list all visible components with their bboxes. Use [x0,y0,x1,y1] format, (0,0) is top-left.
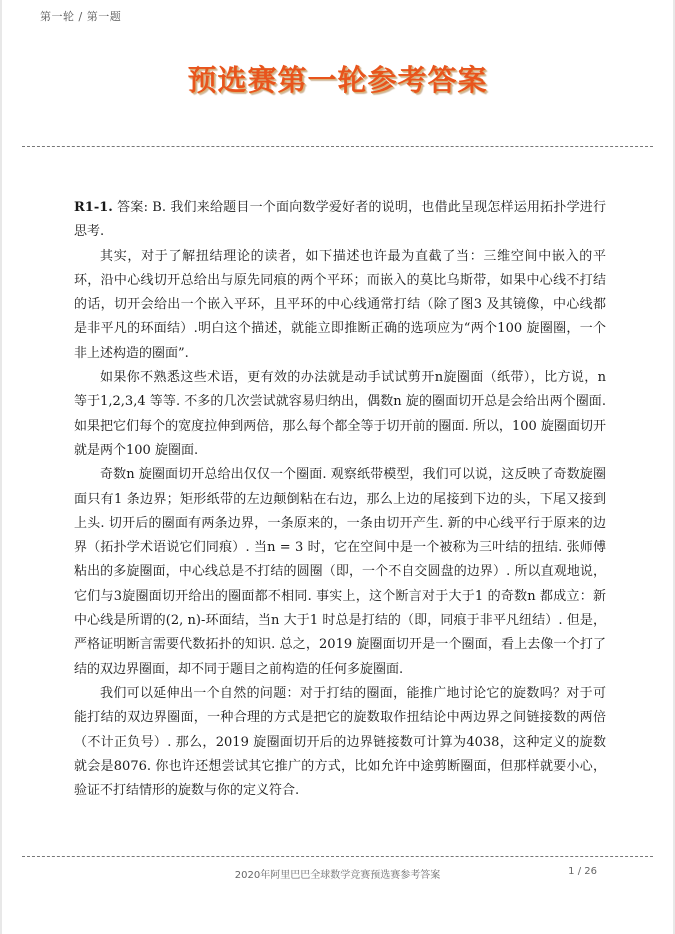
paragraph-4: 奇数n 旋圈面切开总给出仅仅一个圈面. 观察纸带模型，我们可以说，这反映了奇数旋圈面只有1 条边界；矩形纸带的左边颠倒粘在右边，那么上边的尾接到下边的头，下尾又接到上头. 切开后的圈面有两条边界，一条原来的，一条由切开产生. 新的中心线平行于原来的边界（拓扑学术语说它们同痕）. 当n = 3 时，它在空间中是一个被称为三叶结的扭结. 张师傅粘出的多旋圈面，中心线总是不打结的圆圈（即，一个不自交圆盘的边界）. 所以直观地说，它们与3旋圈面切开给出的圈面都不相同. 事实上，这个断言对于大于1 的奇数n 都成立：新中心线是所谓的(2, n)-环面结，当n 大于1 时总是打结的（即，同痕于非平凡纽结）. 但是，严格证明断言需要代数拓扑的知识. 总之，2019 旋圈面切开是一个圈面，看上去像一个打了结的双边界圈面，却不同于题目之前构造的任何多旋圈面. [74,467,606,677]
answer-body [74,196,606,803]
page-title: 预选赛第一轮参考答案 [187,63,488,97]
footer-divider [22,856,653,857]
running-head: 第一轮 / 第一题 [40,10,122,23]
page-number: 1 / 26 [568,866,597,877]
paragraph-2: 其实，对于了解扭结理论的读者，如下描述也许最为直截了当：三维空间中嵌入的平环，沿中心线切开总给出与原先同痕的两个平环；而嵌入的莫比乌斯带，如果中心线不打结的话，切开会给出一个嵌入平环，且平环的中心线通常打结（除了图3 及其镜像，中心线都是非平凡的环面结）.明白这个描述，就能立即推断正确的选项应为“两个100 旋圈圈，一个非上述构造的圈面”. [74,248,606,361]
header-divider [22,146,653,147]
problem-label: R1-1. [74,200,113,215]
footer-title: 2020年阿里巴巴全球数学竞赛预选赛参考答案 [234,870,441,881]
paragraph-3: 如果你不熟悉这些术语，更有效的办法就是动手试试剪开n旋圈面（纸带），比方说，n 等于1,2,3,4 等等. 不多的几次尝试就容易归纳出，偶数n 旋的圈面切开总是会给出两个圈面. 如果把它们每个的宽度拉伸到两倍，那么每个都全等于切开前的圈面. 所以，100 旋圈面切开就是两个100 旋圈面. [74,370,606,458]
paragraph-1-text: 答案: B. 我们来给题目一个面向数学爱好者的说明，也借此呈现怎样运用拓扑学进行思考. [74,200,606,240]
paragraph-1 [74,196,606,245]
paragraph-5: 我们可以延伸出一个自然的问题：对于打结的圈面，能推广地讨论它的旋数吗？对于可能打结的双边界圈面，一种合理的方式是把它的旋数取作扭结论中两边界之间链接数的两倍（不计正负号）. 那么，2019 旋圈面切开后的边界链接数可计算为4038，这种定义的旋数就会是8076. 你也许还想尝试其它推广的方式，比如允许中途剪断圈面，但那样就要小心，验证不打结情形的旋数与你的定义符合. [74,685,606,799]
